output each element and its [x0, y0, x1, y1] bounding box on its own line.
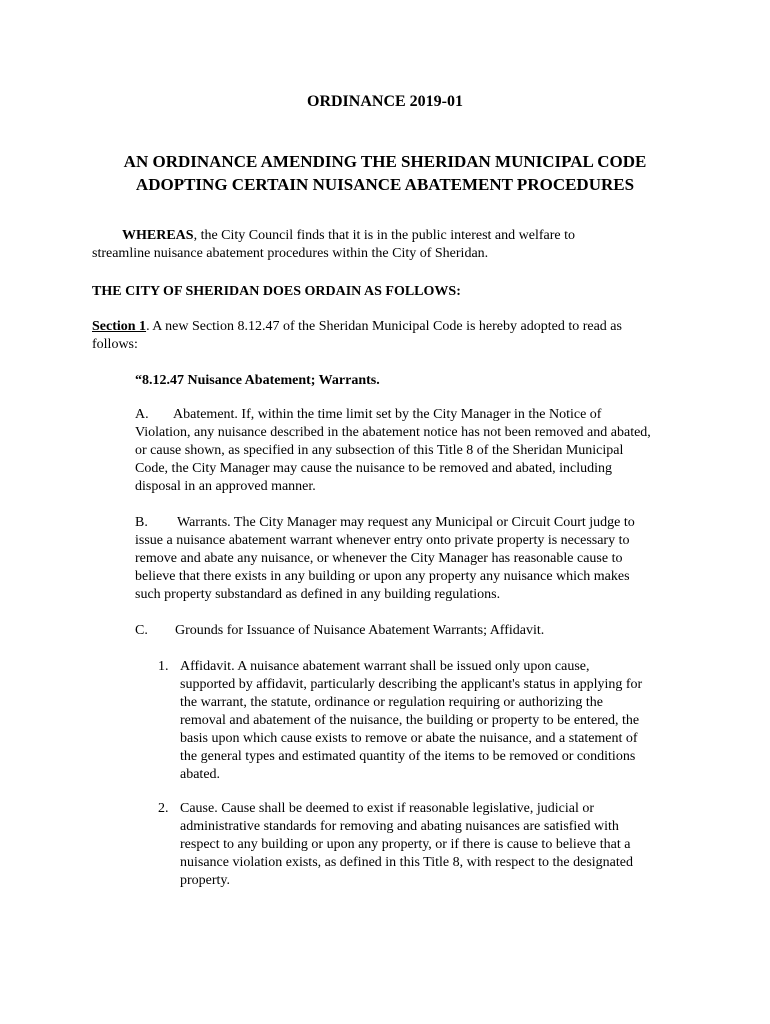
section-1-line-1: . A new Section 8.12.47 of the Sheridan Municipal Code is hereby adopted to read as [146, 319, 622, 334]
list-item-line: Affidavit. A nuisance abatement warrant shall be issued only upon cause, [180, 659, 590, 674]
paragraph-b-line: remove and abate any nuisance, or whenever the City Manager has reasonable cause to [135, 551, 623, 566]
list-item-cause [158, 800, 688, 890]
paragraph-a-line: disposal in an approved manner. [135, 479, 316, 494]
list-item-line: removal and abatement of the nuisance, the building or property to be entered, the [180, 713, 640, 728]
list-item-line: nuisance violation exists, as defined in this Title 8, with respect to the designated [180, 855, 633, 870]
ordain-statement: THE CITY OF SHERIDAN DOES ORDAIN AS FOLLOWS: [92, 284, 461, 299]
paragraph-b [135, 514, 695, 604]
list-item-number: 2. [158, 801, 169, 816]
paragraph-b-label: B. [135, 515, 148, 530]
whereas-line-1: , the City Council finds that it is in the public interest and welfare to [193, 228, 576, 243]
list-item-line: abated. [180, 767, 221, 782]
paragraph-c-label: C. [135, 623, 148, 638]
paragraph-b-line: such property substandard as defined in any building regulations. [135, 587, 501, 602]
paragraph-a-label: A. [135, 407, 149, 422]
list-item-line: basis upon which cause exists to remove or abate the nuisance, and a statement of [180, 731, 638, 746]
section-heading: “8.12.47 Nuisance Abatement; Warrants. [135, 373, 380, 388]
list-item-line: respect to any building or upon any property, or if there is cause to believe that a [180, 837, 631, 852]
paragraph-b-line: believe that there exists in any building or upon any property any nuisance which makes [135, 569, 630, 584]
list-item-number: 1. [158, 659, 169, 674]
paragraph-b-line: issue a nuisance abatement warrant whenever entry onto private property is necessary to [135, 533, 630, 548]
list-item-affidavit [158, 658, 688, 784]
paragraph-c-text: Grounds for Issuance of Nuisance Abatement Warrants; Affidavit. [175, 623, 545, 638]
ordinance-heading [0, 150, 770, 196]
heading-line-1: AN ORDINANCE AMENDING THE SHERIDAN MUNICIPAL CODE [123, 152, 647, 171]
paragraph-c [135, 622, 695, 640]
section-1-line-2: follows: [92, 337, 138, 352]
whereas-lead: WHEREAS [122, 228, 194, 243]
paragraph-b-line: Warrants. The City Manager may request any Municipal or Circuit Court judge to [177, 515, 635, 530]
list-item-line: the warrant, the statute, ordinance or regulation requiring or authorizing the [180, 695, 603, 710]
paragraph-a-line: Code, the City Manager may cause the nuisance to be removed and abated, including [135, 461, 613, 476]
list-item-line: the general types and estimated quantity of the items to be removed or conditions [180, 749, 636, 764]
whereas-paragraph [92, 227, 692, 263]
paragraph-a-line: Violation, any nuisance described in the abatement notice has not been removed and abated, [135, 425, 651, 440]
heading-line-2: ADOPTING CERTAIN NUISANCE ABATEMENT PROCEDURES [135, 175, 635, 194]
section-1-paragraph [92, 318, 692, 354]
list-item-line: Cause. Cause shall be deemed to exist if reasonable legislative, judicial or [180, 801, 595, 816]
paragraph-a-line: Abatement. If, within the time limit set by the City Manager in the Notice of [173, 407, 602, 422]
list-item-line: administrative standards for removing and abating nuisances are satisfied with [180, 819, 619, 834]
list-item-line: property. [180, 873, 231, 888]
ordinance-title: ORDINANCE 2019-01 [307, 93, 463, 110]
section-1-label: Section 1 [92, 319, 147, 334]
list-item-line: supported by affidavit, particularly describing the applicant's status in applying for [180, 677, 643, 692]
paragraph-a-line: or cause shown, as specified in any subsection of this Title 8 of the Sheridan Municipal [135, 443, 624, 458]
whereas-line-2: streamline nuisance abatement procedures within the City of Sheridan. [92, 246, 489, 261]
paragraph-a [135, 406, 695, 496]
